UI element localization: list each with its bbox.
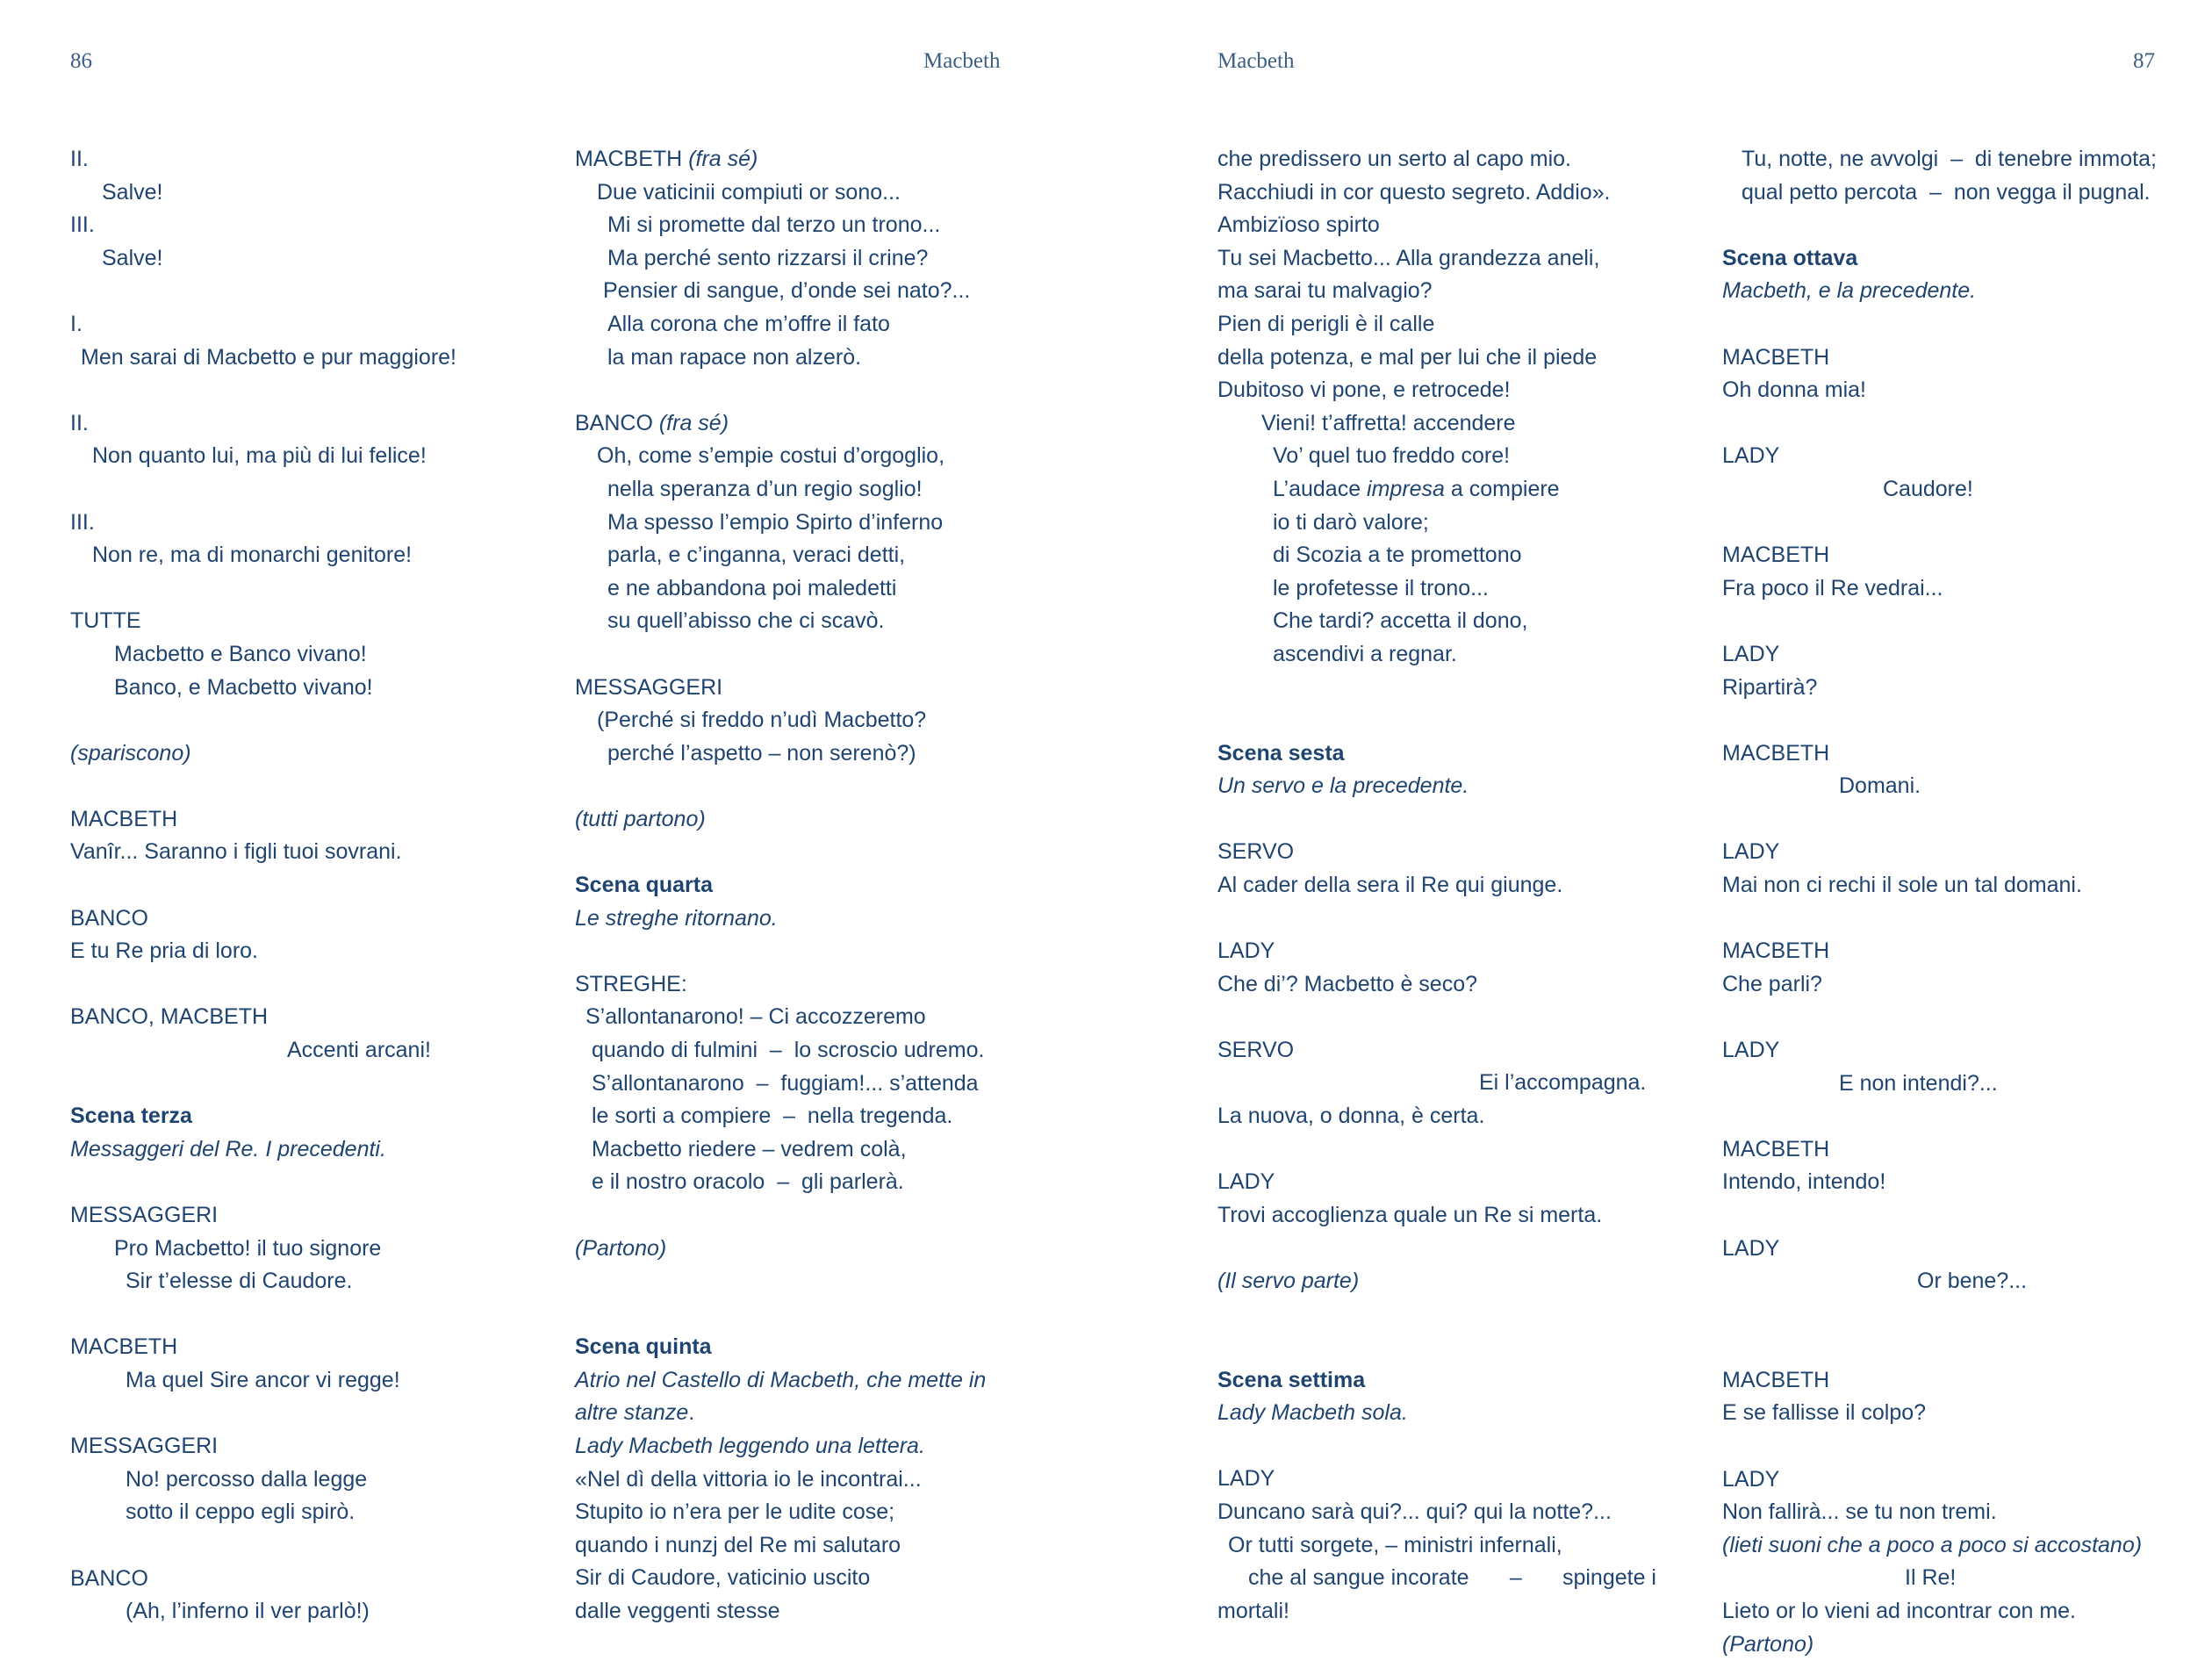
speaker-with-direction — [575, 407, 1102, 441]
scene-description: Le streghe ritornano. — [575, 905, 778, 931]
verse-line: Pien di perigli è il calle — [1217, 311, 1435, 336]
verse-line: quando di fulmini – lo scroscio udremo. — [592, 1038, 985, 1063]
verse-line: Caudore! — [1883, 476, 1973, 501]
letter-line: «Nel dì della vittoria io le incontrai... — [575, 1466, 922, 1492]
scene-description: Macbeth, e la precedente. — [1722, 278, 1977, 304]
verse-line: Al cader della sera il Re qui giunge. — [1217, 872, 1563, 897]
verse-line: Mi si promette dal terzo un trono... — [607, 212, 941, 238]
speaker-label: III. — [70, 212, 95, 238]
speaker-label: LADY — [1217, 938, 1275, 964]
verse-line: Fra poco il Re vedrai... — [1722, 575, 1943, 600]
verse-line: La nuova, o donna, è certa. — [1217, 1104, 1485, 1129]
speaker-label: I. — [70, 311, 83, 336]
verse-line: ascendivi a regnar. — [1273, 641, 1457, 666]
verse-line: Salve! — [102, 245, 163, 270]
speaker-label: MACBETH — [1722, 740, 1830, 766]
stage-direction: (Partono) — [575, 1235, 667, 1261]
verse-line: ma sarai tu malvagio? — [1217, 278, 1433, 304]
speaker-label: BANCO — [575, 410, 653, 435]
verse-line: Oh, come s’empie costui d’orgoglio, — [597, 443, 945, 469]
verse-line: sotto il ceppo egli spirò. — [126, 1499, 356, 1525]
verse-line: Non re, ma di monarchi genitore! — [92, 543, 413, 568]
verse-line: Tu, notte, ne avvolgi – di tenebre immota; — [1742, 147, 2157, 171]
speaker-label: II. — [70, 410, 89, 435]
verse-line: Vo’ quel tuo freddo core! — [1273, 443, 1511, 469]
speaker-label: MACBETH — [1722, 344, 1830, 370]
speaker-label: LADY — [1722, 839, 1780, 865]
scene-heading: Scena quarta — [575, 873, 714, 898]
stage-direction: Lady Macbeth leggendo una lettera. — [575, 1433, 925, 1458]
speaker-label: STREGHE: — [575, 971, 687, 996]
verse-line: Macbetto e Banco vivano! — [114, 641, 367, 666]
speaker-label: MESSAGGERI — [70, 1203, 219, 1227]
verse-line: Ma quel Sire ancor vi regge! — [126, 1367, 400, 1392]
verse-line: S’allontanarono – fuggiam!... s’attenda — [592, 1070, 979, 1096]
scene-description: Messaggeri del Re. I precedenti. — [70, 1136, 386, 1161]
scene-description — [575, 1397, 1102, 1430]
verse-line: Pro Macbetto! il tuo signore — [114, 1235, 382, 1261]
verse-line: Mai non ci rechi il sole un tal domani. — [1722, 873, 2082, 898]
verse-line: Vieni! t’affretta! accendere — [1261, 410, 1516, 435]
scene-heading: Scena terza — [70, 1104, 192, 1129]
verse-line: di Scozia a te promettono — [1273, 543, 1522, 568]
verse-line: E tu Re pria di loro. — [70, 938, 258, 964]
letter-line: che predissero un serto al capo mio. — [1217, 147, 1571, 171]
verse-line: E non intendi?... — [1839, 1070, 1998, 1096]
speaker-label: BANCO — [70, 905, 148, 931]
verse-line: e il nostro oracolo – gli parlerà. — [592, 1169, 904, 1195]
verse-line: io ti darò valore; — [1273, 509, 1429, 535]
verse-line: la man rapace non alzerò. — [607, 344, 862, 370]
speaker-label: BANCO — [70, 1565, 148, 1591]
verse-line: (Ah, l’inferno il ver parlò!) — [126, 1599, 370, 1624]
stage-direction: (fra sé) — [658, 410, 729, 435]
verse-line: No! percosso dalla legge — [126, 1466, 368, 1492]
verse-line: Or bene?... — [1917, 1269, 2028, 1294]
speaker-label: MACBETH — [1722, 938, 1830, 964]
verse-line: Ei l’accompagna. — [1479, 1070, 1647, 1096]
verse-line: Tu sei Macbetto... Alla grandezza aneli, — [1217, 245, 1600, 270]
speaker-label: BANCO, MACBETH — [70, 1004, 269, 1030]
speaker-label: LADY — [1217, 1466, 1275, 1492]
verse-line: mortali! — [1217, 1598, 1289, 1623]
letter-line: dalle veggenti stesse — [575, 1598, 780, 1623]
verse-line: Domani. — [1839, 773, 1921, 799]
stage-direction: (tutti partono) — [575, 806, 706, 831]
right-page-column-2 — [1722, 143, 2187, 1661]
speaker-label: SERVO — [1217, 1037, 1295, 1062]
scene-description: Un servo e la precedente. — [1217, 773, 1469, 799]
verse-line: Che tardi? accetta il dono, — [1273, 608, 1528, 634]
verse-text: spingete i — [1562, 1565, 1656, 1591]
scene-description-text: altre stanze — [575, 1400, 689, 1426]
verse-text: a compiere — [1444, 476, 1560, 501]
verse-line: Intendo, intendo! — [1722, 1169, 1886, 1195]
verse-line: le profetesse il trono... — [1273, 575, 1489, 600]
right-running-title: Macbeth — [1217, 49, 1295, 73]
verse-line: Dubitoso vi pone, e retrocede! — [1217, 378, 1511, 403]
verse-line: nella speranza d’un regio soglio! — [607, 476, 923, 501]
right-page-column-1 — [1217, 143, 1656, 1628]
speaker-label: LADY — [1722, 1038, 1780, 1063]
stage-direction: (lieti suoni che a poco a poco si accostano) — [1722, 1532, 2143, 1557]
speaker-label: II. — [70, 147, 89, 171]
scene-heading: Scena settima — [1217, 1367, 1366, 1392]
verse-line: (Perché si freddo n’udì Macbetto? — [597, 708, 927, 733]
verse-line: Ambizïoso spirto — [1217, 212, 1380, 238]
scene-description: Atrio nel Castello di Macbeth, che mette in — [575, 1367, 987, 1392]
speaker-label: MACBETH — [1722, 1367, 1830, 1392]
scene-heading: Scena ottava — [1722, 245, 1858, 270]
verse-line: E se fallisse il colpo? — [1722, 1400, 1927, 1426]
speaker-label: MACBETH — [70, 1334, 178, 1360]
verse-line: Ma spesso l’empio Spirto d’inferno — [607, 509, 944, 535]
scene-heading: Scena sesta — [1217, 740, 1345, 766]
speaker-label: LADY — [1722, 641, 1780, 666]
verse-dash: – — [1509, 1565, 1522, 1591]
verse-line: Il Re! — [1905, 1565, 1957, 1591]
letter-line: Sir di Caudore, vaticinio uscito — [575, 1565, 871, 1591]
speaker-label: MESSAGGERI — [575, 674, 723, 700]
verse-line: Pensier di sangue, d’onde sei nato?... — [603, 278, 971, 304]
speaker-label: III. — [70, 509, 95, 535]
verse-line: Che di’? Macbetto è seco? — [1217, 971, 1478, 996]
verse-line: S’allontanarono! – Ci accozzeremo — [585, 1004, 926, 1030]
stage-direction: (spariscono) — [70, 740, 191, 766]
speaker-label: LADY — [1722, 1235, 1780, 1261]
verse-line: della potenza, e mal per lui che il piede — [1217, 344, 1598, 370]
stage-direction: (Partono) — [1722, 1631, 1814, 1657]
speaker-label: MACBETH — [1722, 543, 1830, 568]
speaker-label: MACBETH — [575, 147, 683, 171]
verse-line: Salve! — [102, 179, 163, 205]
verse-line: Sir t’elesse di Caudore. — [126, 1269, 353, 1294]
speaker-with-direction — [575, 143, 1102, 176]
letter-line: Stupito io n’era per le udite cose; — [575, 1499, 895, 1525]
verse-line: su quell’abisso che ci scavò. — [607, 608, 885, 634]
verse-line: Che parli? — [1722, 971, 1822, 996]
verse-line: Vanîr... Saranno i figli tuoi sovrani. — [70, 839, 402, 865]
verse-line: Accenti arcani! — [287, 1038, 431, 1063]
verse-line — [1217, 473, 1656, 507]
right-page-number: 87 — [2133, 49, 2155, 73]
verse-line: Oh donna mia! — [1722, 378, 1866, 403]
left-running-title: Macbeth — [923, 49, 1001, 73]
verse-text: che al sangue incorate — [1248, 1565, 1469, 1591]
speaker-label: LADY — [1722, 1466, 1780, 1492]
letter-line: quando i nunzj del Re mi salutaro — [575, 1532, 901, 1557]
scene-description: Lady Macbeth sola. — [1217, 1400, 1408, 1426]
verse-emphasis: impresa — [1367, 476, 1445, 501]
verse-line: Ma perché sento rizzarsi il crine? — [607, 245, 929, 270]
verse-line: parla, e c’inganna, veraci detti, — [607, 543, 906, 568]
verse-line: e ne abbandona poi maledetti — [607, 575, 897, 600]
scene-heading: Scena quinta — [575, 1334, 712, 1360]
verse-line: Non fallirà... se tu non tremi. — [1722, 1499, 1997, 1525]
stage-direction: (fra sé) — [688, 147, 758, 171]
verse-line: qual petto percota – non vegga il pugnal. — [1742, 179, 2151, 205]
verse-line: Macbetto riedere – vedrem colà, — [592, 1136, 907, 1161]
verse-text: L’audace — [1273, 476, 1368, 501]
left-page-column-1 — [70, 143, 562, 1629]
speaker-label: MACBETH — [1722, 1136, 1830, 1161]
left-page-number: 86 — [70, 49, 92, 73]
speaker-label: LADY — [1217, 1169, 1275, 1195]
left-page-column-2 — [575, 143, 1102, 1629]
speaker-label: LADY — [1722, 443, 1780, 469]
speaker-label: TUTTE — [70, 608, 141, 634]
letter-line: Racchiudi in cor questo segreto. Addio». — [1217, 179, 1611, 205]
verse-line: Due vaticinii compiuti or sono... — [597, 179, 901, 205]
verse-line: Alla corona che m’offre il fato — [607, 311, 890, 336]
verse-line: Duncano sarà qui?... qui? qui la notte?... — [1217, 1499, 1612, 1524]
verse-line: perché l’aspetto – non serenò?) — [607, 740, 916, 766]
speaker-label: SERVO — [1217, 839, 1295, 865]
verse-line: Or tutti sorgete, – ministri infernali, — [1228, 1532, 1562, 1557]
verse-line: Lieto or lo vieni ad incontrar con me. — [1722, 1598, 2076, 1623]
verse-line: Ripartirà? — [1722, 674, 1818, 700]
speaker-label: MESSAGGERI — [70, 1434, 219, 1459]
speaker-label: MACBETH — [70, 806, 178, 831]
verse-line: Men sarai di Macbetto e pur maggiore! — [81, 344, 456, 370]
verse-line: Non quanto lui, ma più di lui felice! — [92, 443, 427, 469]
stage-direction: (Il servo parte) — [1217, 1269, 1360, 1293]
verse-line-justified — [1217, 1562, 1656, 1595]
verse-line: le sorti a compiere – nella tregenda. — [592, 1104, 953, 1129]
verse-line: Banco, e Macbetto vivano! — [114, 674, 373, 700]
verse-line: Trovi accoglienza quale un Re si merta. — [1217, 1202, 1603, 1227]
scene-description-period: . — [688, 1400, 695, 1426]
